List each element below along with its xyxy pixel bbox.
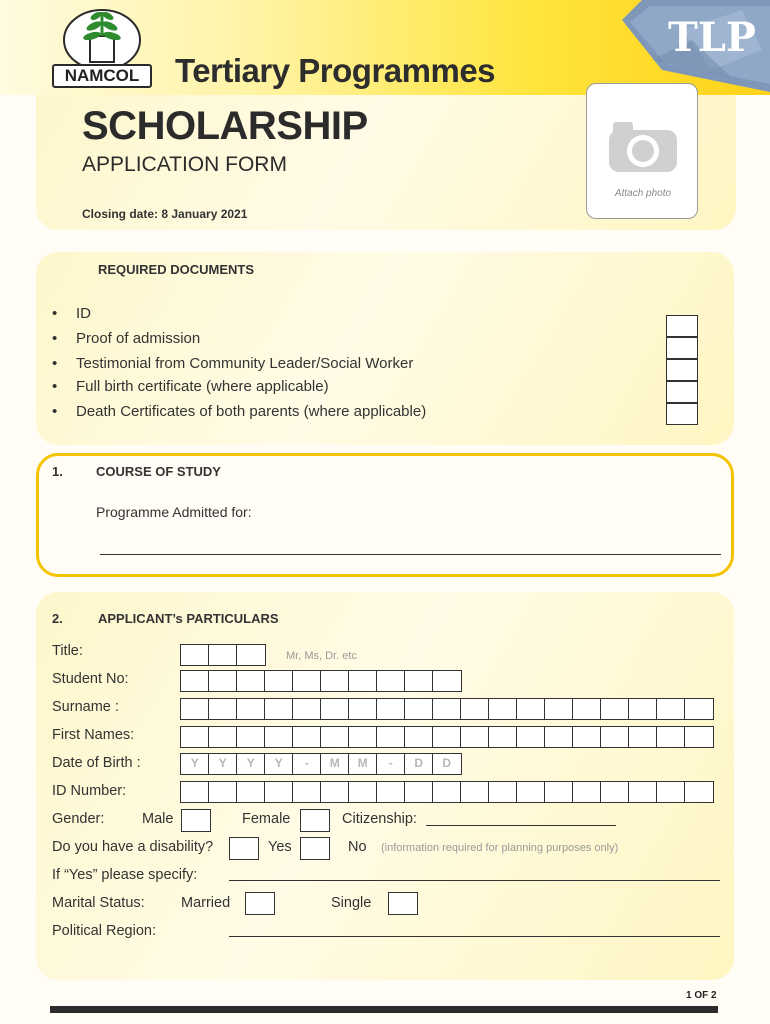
dob-label: Date of Birth : (52, 755, 141, 771)
input-cell[interactable] (684, 726, 714, 748)
marital-status-label: Marital Status: (52, 895, 145, 911)
input-cell[interactable] (376, 726, 406, 748)
input-cell[interactable] (600, 698, 630, 720)
document-item (52, 355, 413, 372)
input-cell[interactable] (236, 781, 266, 803)
input-cell[interactable] (628, 726, 658, 748)
input-cell[interactable] (292, 781, 322, 803)
single-checkbox[interactable] (388, 892, 418, 915)
input-cell[interactable] (572, 726, 602, 748)
input-cell[interactable] (264, 698, 294, 720)
input-cell[interactable] (460, 698, 490, 720)
input-cell[interactable] (656, 781, 686, 803)
input-cell[interactable] (264, 670, 294, 692)
input-cell[interactable] (208, 726, 238, 748)
input-cell[interactable] (348, 781, 378, 803)
dob-cell[interactable]: Y (180, 753, 210, 775)
input-cell[interactable] (320, 670, 350, 692)
gender-label: Gender: (52, 811, 105, 827)
no-label: No (348, 839, 367, 855)
checkbox-proof-of-admission[interactable] (666, 337, 698, 359)
input-cell[interactable] (180, 781, 210, 803)
input-cell[interactable] (544, 726, 574, 748)
input-cell[interactable] (656, 726, 686, 748)
specify-input-line[interactable] (229, 880, 720, 881)
footer-bar (50, 1006, 718, 1013)
input-cell[interactable] (292, 726, 322, 748)
input-cell[interactable] (404, 698, 434, 720)
input-cell[interactable] (208, 670, 238, 692)
closing-date: Closing date: 8 January 2021 (82, 207, 248, 221)
input-cell[interactable] (208, 698, 238, 720)
bullet: • (52, 403, 58, 420)
document-item (52, 403, 426, 420)
dob-cell[interactable]: D (432, 753, 462, 775)
input-cell[interactable] (236, 726, 266, 748)
dob-cell[interactable]: D (404, 753, 434, 775)
specify-label: If “Yes” please specify: (52, 867, 198, 883)
input-cell[interactable] (180, 726, 210, 748)
section-title: APPLICANT’s PARTICULARS (98, 611, 279, 626)
input-cell[interactable] (320, 726, 350, 748)
dob-separator: - (292, 753, 322, 775)
disability-label: Do you have a disability? (52, 839, 214, 855)
required-documents-title: REQUIRED DOCUMENTS (98, 262, 255, 277)
dob-cell[interactable]: M (348, 753, 378, 775)
checkbox-id[interactable] (666, 315, 698, 337)
citizenship-input-line[interactable] (426, 825, 616, 826)
tlp-badge-text: TLP (668, 14, 756, 61)
input-cell[interactable] (236, 670, 266, 692)
input-cell[interactable] (348, 698, 378, 720)
input-cell[interactable] (208, 781, 238, 803)
input-cell[interactable] (404, 670, 434, 692)
id-number-label: ID Number: (52, 783, 127, 799)
dob-cell[interactable]: Y (264, 753, 294, 775)
student-no-label: Student No: (52, 671, 129, 687)
document-label: Proof of admission (76, 330, 201, 347)
input-cell[interactable] (292, 698, 322, 720)
married-checkbox[interactable] (245, 892, 275, 915)
male-label: Male (142, 811, 174, 827)
document-item (52, 378, 329, 395)
document-label: Full birth certificate (where applicable) (76, 378, 329, 395)
input-cell[interactable] (348, 726, 378, 748)
male-checkbox[interactable] (181, 809, 211, 832)
input-cell[interactable] (572, 698, 602, 720)
id-number-input[interactable] (180, 781, 712, 803)
input-cell[interactable] (180, 698, 210, 720)
input-cell[interactable] (488, 726, 518, 748)
title-input[interactable] (180, 644, 264, 666)
document-label: Testimonial from Community Leader/Social Worker (76, 355, 414, 372)
document-item (52, 305, 91, 322)
input-cell[interactable] (404, 726, 434, 748)
input-cell[interactable] (628, 781, 658, 803)
input-cell[interactable] (544, 781, 574, 803)
document-label: Death Certificates of both parents (where applicable) (76, 403, 427, 420)
camera-icon (605, 118, 681, 174)
dob-cell[interactable]: Y (208, 753, 238, 775)
student-no-input[interactable] (180, 670, 460, 692)
input-cell[interactable] (684, 781, 714, 803)
bullet: • (52, 355, 58, 372)
dob-cell[interactable]: Y (236, 753, 266, 775)
dob-separator: - (376, 753, 406, 775)
input-cell[interactable] (236, 698, 266, 720)
input-cell[interactable] (432, 726, 462, 748)
title-label: Title: (52, 643, 83, 659)
surname-input[interactable] (180, 698, 712, 720)
female-checkbox[interactable] (300, 809, 330, 832)
document-label: ID (76, 305, 91, 322)
first-names-input[interactable] (180, 726, 712, 748)
input-cell[interactable] (320, 781, 350, 803)
input-cell[interactable] (432, 781, 462, 803)
photo-upload-box[interactable] (586, 83, 698, 219)
input-cell[interactable] (544, 698, 574, 720)
input-cell[interactable] (460, 781, 490, 803)
female-label: Female (242, 811, 291, 827)
input-cell[interactable] (376, 670, 406, 692)
input-cell[interactable] (600, 781, 630, 803)
surname-label: Surname : (52, 699, 119, 715)
disability-no-checkbox[interactable] (300, 837, 330, 860)
input-cell[interactable] (404, 781, 434, 803)
input-cell[interactable] (628, 698, 658, 720)
logo-text: NAMCOL (52, 64, 152, 88)
married-label: Married (181, 895, 231, 911)
citizenship-label: Citizenship: (342, 811, 417, 827)
bullet: • (52, 330, 58, 347)
input-cell[interactable] (488, 781, 518, 803)
photo-label: Attach photo (614, 188, 672, 199)
section-title: COURSE OF STUDY (96, 464, 221, 479)
input-cell[interactable] (348, 670, 378, 692)
dob-cell[interactable]: M (320, 753, 350, 775)
input-cell[interactable] (684, 698, 714, 720)
checkbox-birth-certificate[interactable] (666, 381, 698, 403)
checkbox-testimonial[interactable] (666, 359, 698, 381)
programme-title: Tertiary Programmes (175, 52, 496, 89)
title-hint: Mr, Ms, Dr. etc (286, 650, 357, 662)
disability-yes-checkbox[interactable] (229, 837, 259, 860)
disability-hint: (information required for planning purposes only) (381, 842, 619, 854)
bullet: • (52, 305, 58, 322)
programme-label: Programme Admitted for: (96, 504, 252, 520)
programme-input-line[interactable] (100, 554, 721, 555)
form-title: SCHOLARSHIP (82, 104, 368, 148)
section-number: 1. (52, 464, 63, 479)
input-cell[interactable] (516, 781, 546, 803)
input-cell[interactable] (460, 726, 490, 748)
form-subtitle: APPLICATION FORM (82, 153, 287, 176)
checkbox-death-certificates[interactable] (666, 403, 698, 425)
bullet: • (52, 378, 58, 395)
input-cell[interactable] (516, 698, 546, 720)
input-cell[interactable] (264, 726, 294, 748)
input-cell[interactable] (516, 726, 546, 748)
dob-input[interactable] (180, 753, 460, 775)
input-cell[interactable] (292, 670, 322, 692)
input-cell[interactable] (488, 698, 518, 720)
input-cell[interactable] (264, 781, 294, 803)
input-cell[interactable] (572, 781, 602, 803)
input-cell[interactable] (600, 726, 630, 748)
document-item (52, 330, 200, 347)
namcol-logo (52, 6, 152, 88)
input-cell[interactable] (432, 670, 462, 692)
section-number: 2. (52, 611, 63, 626)
input-cell[interactable] (376, 698, 406, 720)
input-cell[interactable] (376, 781, 406, 803)
political-region-input-line[interactable] (229, 936, 720, 937)
yes-label: Yes (268, 839, 292, 855)
political-region-label: Political Region: (52, 923, 156, 939)
input-cell[interactable] (208, 644, 238, 666)
input-cell[interactable] (180, 644, 210, 666)
first-names-label: First Names: (52, 727, 135, 743)
tree-icon (52, 6, 152, 68)
page-number: 1 OF 2 (686, 990, 717, 1001)
input-cell[interactable] (656, 698, 686, 720)
input-cell[interactable] (180, 670, 210, 692)
input-cell[interactable] (236, 644, 266, 666)
input-cell[interactable] (320, 698, 350, 720)
input-cell[interactable] (432, 698, 462, 720)
single-label: Single (331, 895, 372, 911)
